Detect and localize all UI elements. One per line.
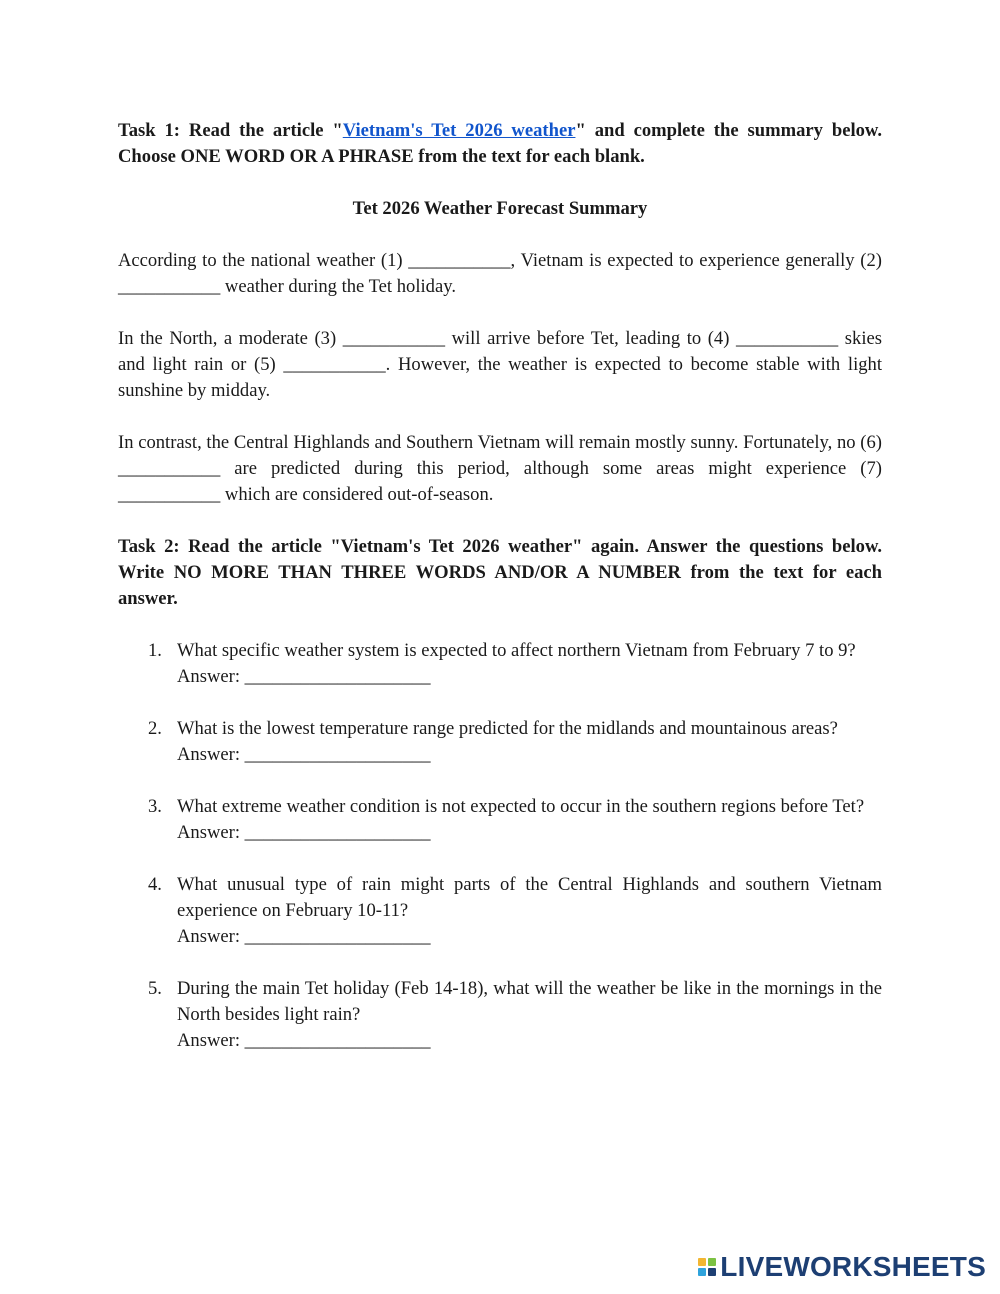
answer-line[interactable]: Answer: ____________________ (177, 926, 431, 947)
question-text: What unusual type of rain might parts of the Central Highlands and southern Vietnam experience on February 10-11? (177, 874, 882, 921)
logo-square-navy (708, 1268, 716, 1276)
question-item (118, 638, 882, 690)
article-link[interactable]: Vietnam's Tet 2026 weather (342, 120, 576, 141)
task1-prefix: Task 1: Read the article " (118, 120, 343, 141)
task1-instructions (118, 118, 882, 170)
logo-square-blue (698, 1268, 706, 1276)
worksheet-page (118, 118, 882, 1080)
answer-line[interactable]: Answer: ____________________ (177, 822, 431, 843)
task1-suffix: " and complete the summary below. Choose ONE WORD OR A PHRASE from the text for each blank. (118, 120, 882, 167)
summary-paragraph-2: In the North, a moderate (3) ___________ will arrive before Tet, leading to (4) ___________ skies and light rain or (5) ___________. However, the weather is expected to become stable with light sunshine by midday. (118, 328, 882, 401)
logo-square-green (708, 1258, 716, 1266)
logo-icon (698, 1258, 716, 1276)
logo-square-yellow (698, 1258, 706, 1266)
question-number: 2. (148, 718, 162, 739)
liveworksheets-logo (698, 1252, 986, 1282)
logo-text: LIVEWORKSHEETS (720, 1251, 986, 1282)
question-number: 4. (148, 874, 162, 895)
question-item (118, 976, 882, 1054)
answer-line[interactable]: Answer: ____________________ (177, 1030, 431, 1051)
task2-instructions: Task 2: Read the article "Vietnam's Tet 2026 weather" again. Answer the questions below. Write NO MORE THAN THREE WORDS AND/OR A NUMBER from the text for each answer. (118, 536, 882, 609)
question-number: 5. (148, 978, 162, 999)
summary-paragraph-3: In contrast, the Central Highlands and Southern Vietnam will remain mostly sunny. Fortunately, no (6) ___________ are predicted during this period, although some areas might experience (7) ___________ which are considered out-of-season. (118, 432, 882, 505)
question-list (118, 638, 882, 1054)
answer-line[interactable]: Answer: ____________________ (177, 744, 431, 765)
question-item (118, 794, 882, 846)
question-text: During the main Tet holiday (Feb 14-18), what will the weather be like in the mornings in the North besides light rain? (177, 978, 882, 1025)
question-text: What specific weather system is expected to affect northern Vietnam from February 7 to 9? (177, 640, 856, 661)
summary-title: Tet 2026 Weather Forecast Summary (352, 198, 648, 219)
question-number: 1. (148, 640, 162, 661)
question-text: What extreme weather condition is not expected to occur in the southern regions before Tet? (177, 796, 865, 817)
question-item (118, 716, 882, 768)
question-item (118, 872, 882, 950)
question-number: 3. (148, 796, 162, 817)
summary-paragraph-1: According to the national weather (1) ___________, Vietnam is expected to experience generally (2) ___________ weather during the Tet holiday. (118, 250, 882, 297)
question-text: What is the lowest temperature range predicted for the midlands and mountainous areas? (177, 718, 838, 739)
answer-line[interactable]: Answer: ____________________ (177, 666, 431, 687)
